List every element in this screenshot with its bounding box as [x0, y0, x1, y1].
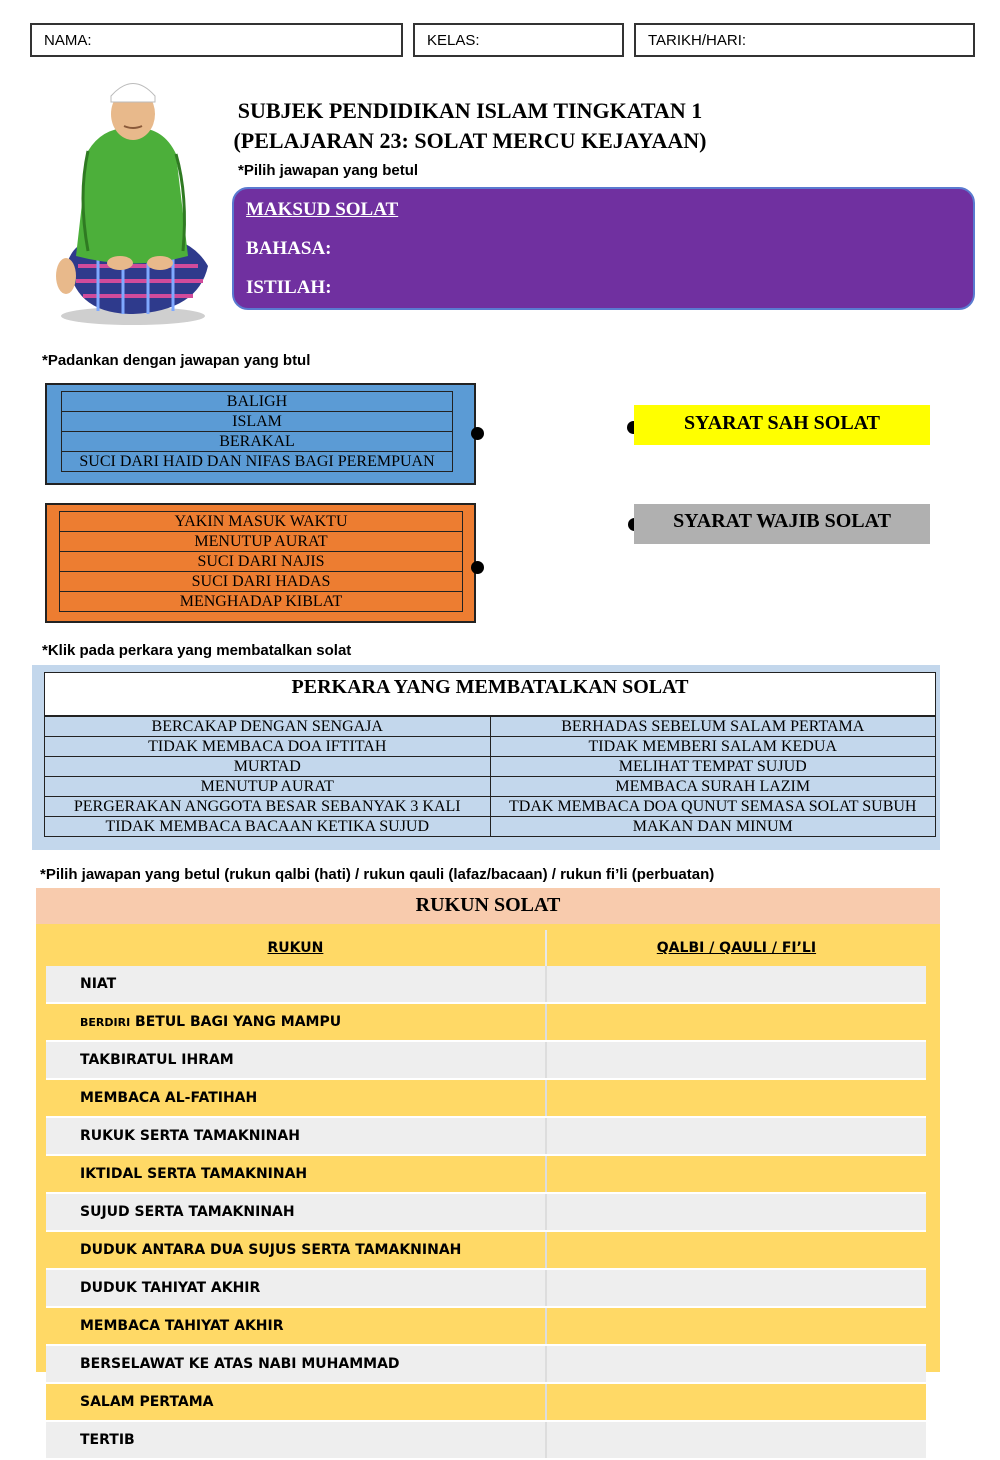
answer-dropdown[interactable] [546, 1193, 926, 1231]
batal-option[interactable]: MELIHAT TEMPAT SUJUD [490, 757, 936, 777]
page-title-line1: SUBJEK PENDIDIKAN ISLAM TINGKATAN 1 [237, 98, 703, 123]
batal-heading: PERKARA YANG MEMBATALKAN SOLAT [44, 672, 936, 716]
rukun-row-label: MEMBACA AL-FATIHAH [46, 1079, 546, 1117]
rukun-table [46, 930, 926, 1460]
list-item: SUCI DARI NAJIS [60, 552, 463, 572]
syarat-list-orange-table [59, 511, 463, 612]
list-item: MENUTUP AURAT [60, 532, 463, 552]
answer-dropdown[interactable] [546, 1269, 926, 1307]
batal-option[interactable]: MURTAD [45, 757, 491, 777]
maksud-solat-heading: MAKSUD SOLAT [246, 199, 399, 220]
answer-dropdown[interactable] [546, 1383, 926, 1421]
syarat-wajib-target[interactable]: SYARAT WAJIB SOLAT [634, 504, 930, 544]
syarat-list-blue[interactable] [45, 383, 476, 485]
syarat-sah-target[interactable]: SYARAT SAH SOLAT [634, 405, 930, 445]
list-item: SUCI DARI HAID DAN NIFAS BAGI PEREMPUAN [62, 452, 453, 472]
rukun-col-header: RUKUN [46, 930, 546, 966]
answer-dropdown[interactable] [546, 966, 926, 1003]
tarikh-label: TARIKH/HARI: [648, 32, 747, 49]
nama-label: NAMA: [44, 32, 92, 49]
rukun-row-label [46, 1003, 546, 1041]
rukun-row-label: BERSELAWAT KE ATAS NABI MUHAMMAD [46, 1345, 546, 1383]
batal-option[interactable]: TIDAK MEMBACA DOA IFTITAH [45, 737, 491, 757]
kategori-col-header: QALBI / QAULI / FI’LI [546, 930, 926, 966]
list-item: MENGHADAP KIBLAT [60, 592, 463, 612]
syarat-list-orange[interactable] [45, 503, 476, 623]
batal-option[interactable]: MENUTUP AURAT [45, 777, 491, 797]
answer-dropdown[interactable] [546, 1307, 926, 1345]
instruction-3: *Klik pada perkara yang membatalkan solat [42, 642, 352, 659]
kelas-label: KELAS: [427, 32, 480, 49]
answer-dropdown[interactable] [546, 1231, 926, 1269]
rukun-row-label: DUDUK TAHIYAT AKHIR [46, 1269, 546, 1307]
rukun-row-text: BETUL BAGI YANG MAMPU [135, 1014, 342, 1030]
list-item: ISLAM [62, 412, 453, 432]
match-dot-orange[interactable] [471, 561, 484, 574]
rukun-row-label: TERTIB [46, 1421, 546, 1459]
instruction-4: *Pilih jawapan yang betul (rukun qalbi (hati) / rukun qauli (lafaz/bacaan) / rukun fi’li (perbuatan) [40, 866, 715, 883]
answer-dropdown[interactable] [546, 1117, 926, 1155]
batal-option[interactable]: MAKAN DAN MINUM [490, 817, 936, 837]
list-item: YAKIN MASUK WAKTU [60, 512, 463, 532]
answer-dropdown[interactable] [546, 1079, 926, 1117]
tarikh-field[interactable] [634, 23, 975, 57]
batal-table [44, 716, 936, 837]
rukun-row-label: DUDUK ANTARA DUA SUJUS SERTA TAMAKNINAH [46, 1231, 546, 1269]
batal-option[interactable]: TIDAK MEMBACA BACAAN KETIKA SUJUD [45, 817, 491, 837]
maksud-solat-panel [232, 187, 975, 310]
answer-dropdown[interactable] [546, 1345, 926, 1383]
nama-field[interactable] [30, 23, 403, 57]
list-item: BERAKAL [62, 432, 453, 452]
batal-option[interactable]: BERCAKAP DENGAN SENGAJA [45, 717, 491, 737]
rukun-row-label: SUJUD SERTA TAMAKNINAH [46, 1193, 546, 1231]
rukun-row-label: NIAT [46, 966, 546, 1003]
batal-option[interactable]: BERHADAS SEBELUM SALAM PERTAMA [490, 717, 936, 737]
page-title-line2: (PELAJARAN 23: SOLAT MERCU KEJAYAAN) [233, 128, 707, 153]
batal-option[interactable]: TIDAK MEMBERI SALAM KEDUA [490, 737, 936, 757]
match-dot-blue[interactable] [471, 427, 484, 440]
instruction-1: *Pilih jawapan yang betul [238, 162, 419, 179]
rukun-row-label: RUKUK SERTA TAMAKNINAH [46, 1117, 546, 1155]
answer-dropdown[interactable] [546, 1003, 926, 1041]
rukun-row-label: TAKBIRATUL IHRAM [46, 1041, 546, 1079]
list-item: SUCI DARI HADAS [60, 572, 463, 592]
instruction-2: *Padankan dengan jawapan yang btul [42, 352, 311, 369]
batal-option[interactable]: TDAK MEMBACA DOA QUNUT SEMASA SOLAT SUBUH [490, 797, 936, 817]
rukun-row-label: SALAM PERTAMA [46, 1383, 546, 1421]
rukun-row-label: IKTIDAL SERTA TAMAKNINAH [46, 1155, 546, 1193]
answer-dropdown[interactable] [546, 1421, 926, 1459]
berdiri-prefix: BERDIRI [80, 1016, 131, 1029]
answer-dropdown[interactable] [546, 1155, 926, 1193]
kelas-field[interactable] [413, 23, 624, 57]
answer-dropdown[interactable] [546, 1041, 926, 1079]
batal-option[interactable]: PERGERAKAN ANGGOTA BESAR SEBANYAK 3 KALI [45, 797, 491, 817]
list-item: BALIGH [62, 392, 453, 412]
istilah-label: ISTILAH: [246, 277, 332, 298]
syarat-list-blue-table [61, 391, 453, 472]
rukun-heading: RUKUN SOLAT [36, 888, 940, 924]
batal-option[interactable]: MEMBACA SURAH LAZIM [490, 777, 936, 797]
rukun-row-label: MEMBACA TAHIYAT AKHIR [46, 1307, 546, 1345]
bahasa-label: BAHASA: [246, 238, 332, 259]
